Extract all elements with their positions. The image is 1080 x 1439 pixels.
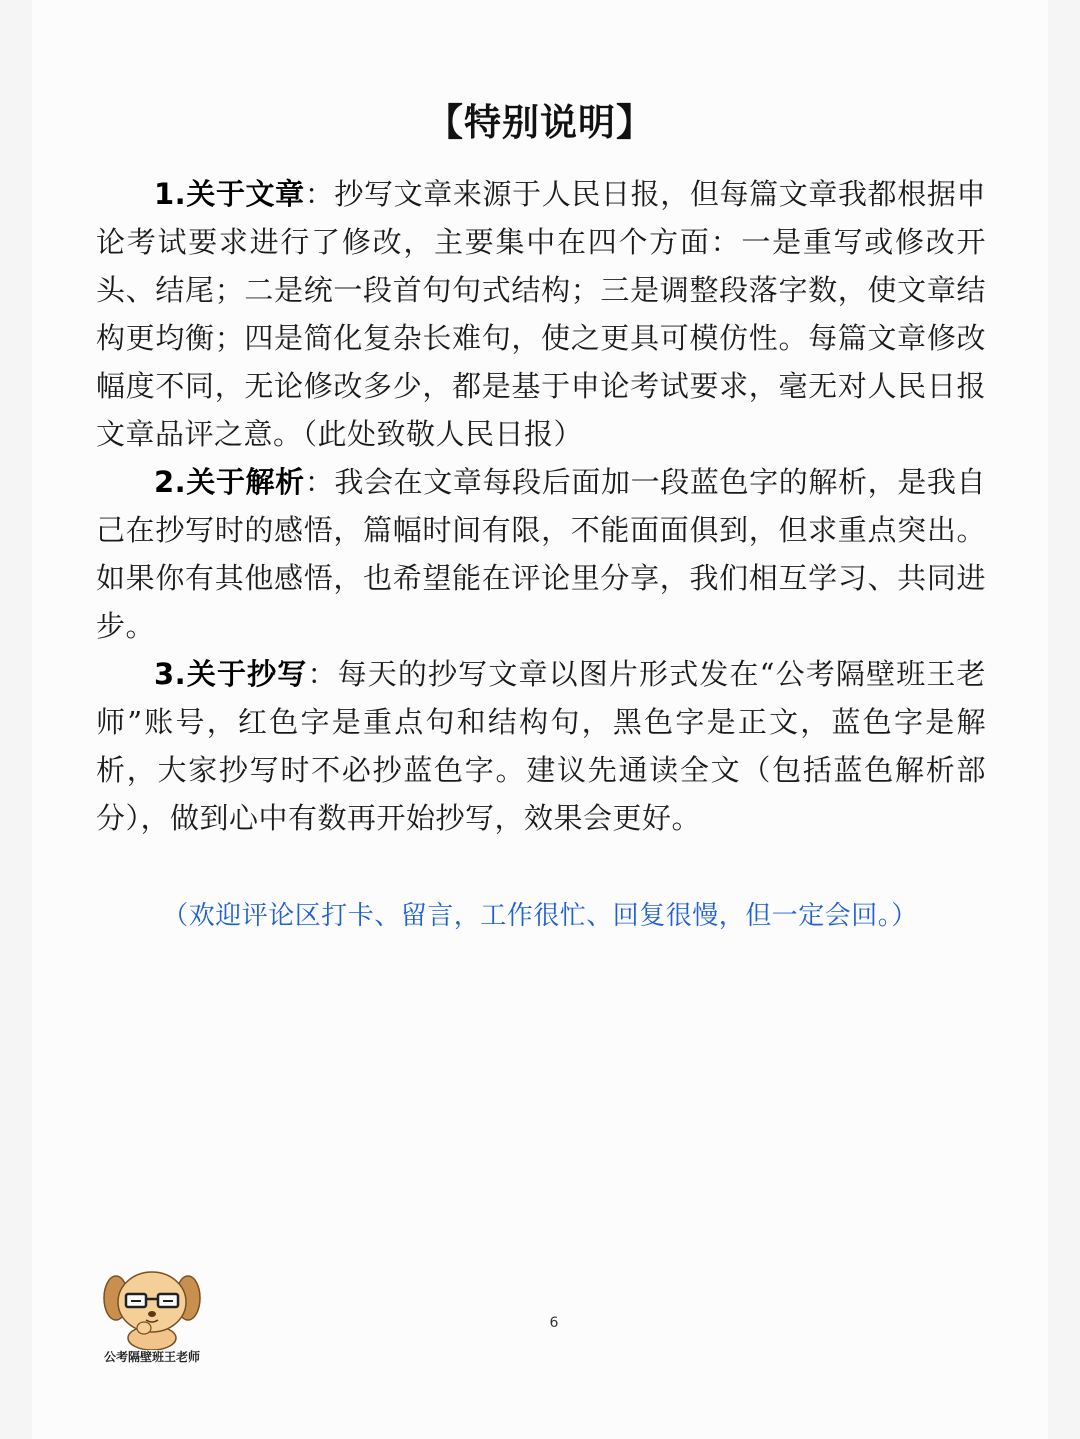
page-number: 6 [549, 1315, 559, 1331]
logo-caption: 公考隔壁班王老师 [103, 1350, 200, 1364]
paragraph-text: ：抄写文章来源于人民日报，但每篇文章我都根据申论考试要求进行了修改，主要集中在四个方面：一是重写或修改开头、结尾；二是统一段首句句式结构；三是调整段落字数，使文章结构更均衡；四是简化复杂长难句，使之更具可模仿性。每篇文章修改幅度不同，无论修改多少，都是基于申论考试要求，毫无对人民日报文章品评之意。（此处致敬人民日报） [96, 177, 986, 451]
document-body [96, 170, 986, 842]
page-title: 【特别说明】 [426, 101, 654, 144]
comment-invitation-note: （欢迎评论区打卡、留言，工作很忙、回复很慢，但一定会回。） [162, 901, 918, 931]
paragraph-copying [96, 650, 986, 842]
paragraph-text: ：我会在文章每段后面加一段蓝色字的解析，是我自己在抄写时的感悟，篇幅时间有限，不能面面俱到，但求重点突出。如果你有其他感悟，也希望能在评论里分享，我们相互学习、共同进步。 [96, 465, 986, 643]
paragraph-heading: 1.关于文章 [154, 177, 305, 211]
paragraph-text: ：每天的抄写文章以图片形式发在“公考隔壁班王老师”账号，红色字是重点句和结构句，黑色字是正文，蓝色字是解析，大家抄写时不必抄蓝色字。建议先通读全文（包括蓝色解析部分），做到心中有数再开始抄写，效果会更好。 [96, 657, 986, 835]
paragraph-heading: 3.关于抄写 [154, 657, 308, 691]
cartoon-dog-with-glasses-icon [102, 1262, 202, 1350]
paragraph-heading: 2.关于解析 [154, 465, 305, 499]
paragraph-article [96, 170, 986, 458]
paragraph-analysis [96, 458, 986, 650]
